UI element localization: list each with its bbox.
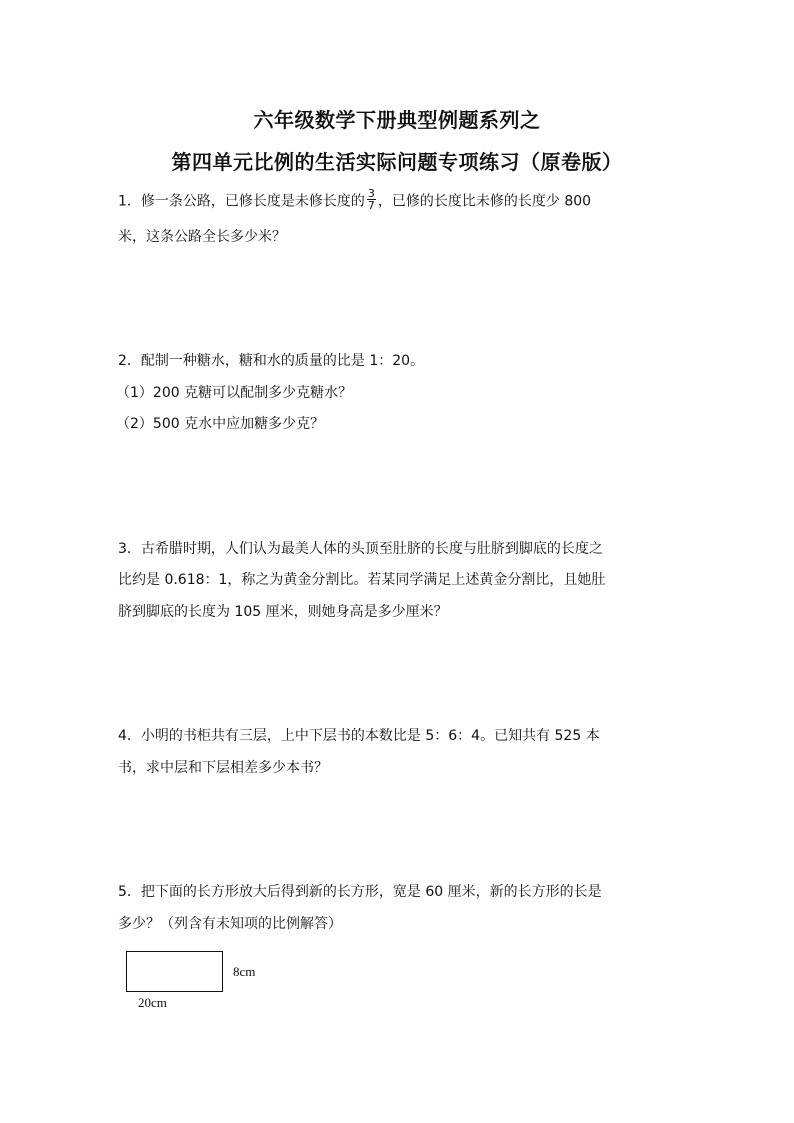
problem-1-text-before-fraction: 1．修一条公路，已修长度是未修长度的: [118, 193, 365, 210]
problem-4-line-2: 书，求中层和下层相差多少本书？: [118, 760, 328, 776]
problem-2-subquestion-1: （1）200 克糖可以配制多少克糖水？: [116, 385, 353, 401]
document-title-line-2: 第四单元比例的生活实际问题专项练习（原卷版）: [171, 150, 623, 174]
problem-1-text-after-fraction: ，已修的长度比未修的长度少 800: [377, 193, 592, 210]
problem-1-line-1: [118, 187, 592, 213]
problem-4-line-1: 4．小明的书柜共有三层，上中下层书的本数比是 5：6：4。已知共有 525 本: [118, 728, 600, 744]
problem-5-line-2: 多少？（列含有未知项的比例解答）: [118, 916, 342, 932]
fraction-denominator: 7: [367, 199, 375, 212]
problem-5-line-1: 5．把下面的长方形放大后得到新的长方形，宽是 60 厘米，新的长方形的长是: [118, 884, 602, 900]
problem-2-line-1: 2．配制一种糖水，糖和水的质量的比是 1：20。: [118, 353, 425, 369]
problem-3-line-1: 3．古希腊时期，人们认为最美人体的头顶至肚脐的长度与肚脐到脚底的长度之: [118, 541, 603, 557]
problem-1-line-2: 米，这条公路全长多少米？: [118, 229, 286, 245]
fraction-three-sevenths: [367, 188, 376, 211]
rectangle-width-label: 20cm: [138, 995, 167, 1010]
rectangle-figure: [126, 951, 223, 992]
document-title-line-1: 六年级数学下册典型例题系列之: [253, 108, 541, 132]
problem-2-subquestion-2: （2）500 克水中应加糖多少克？: [116, 416, 325, 432]
fraction-numerator: 3: [367, 187, 375, 200]
problem-3-line-2: 比约是 0.618：1，称之为黄金分割比。若某同学满足上述黄金分割比，且她肚: [118, 572, 606, 588]
rectangle-height-label: 8cm: [233, 964, 256, 979]
problem-3-line-3: 脐到脚底的长度为 105 厘米，则她身高是多少厘米？: [118, 604, 448, 620]
